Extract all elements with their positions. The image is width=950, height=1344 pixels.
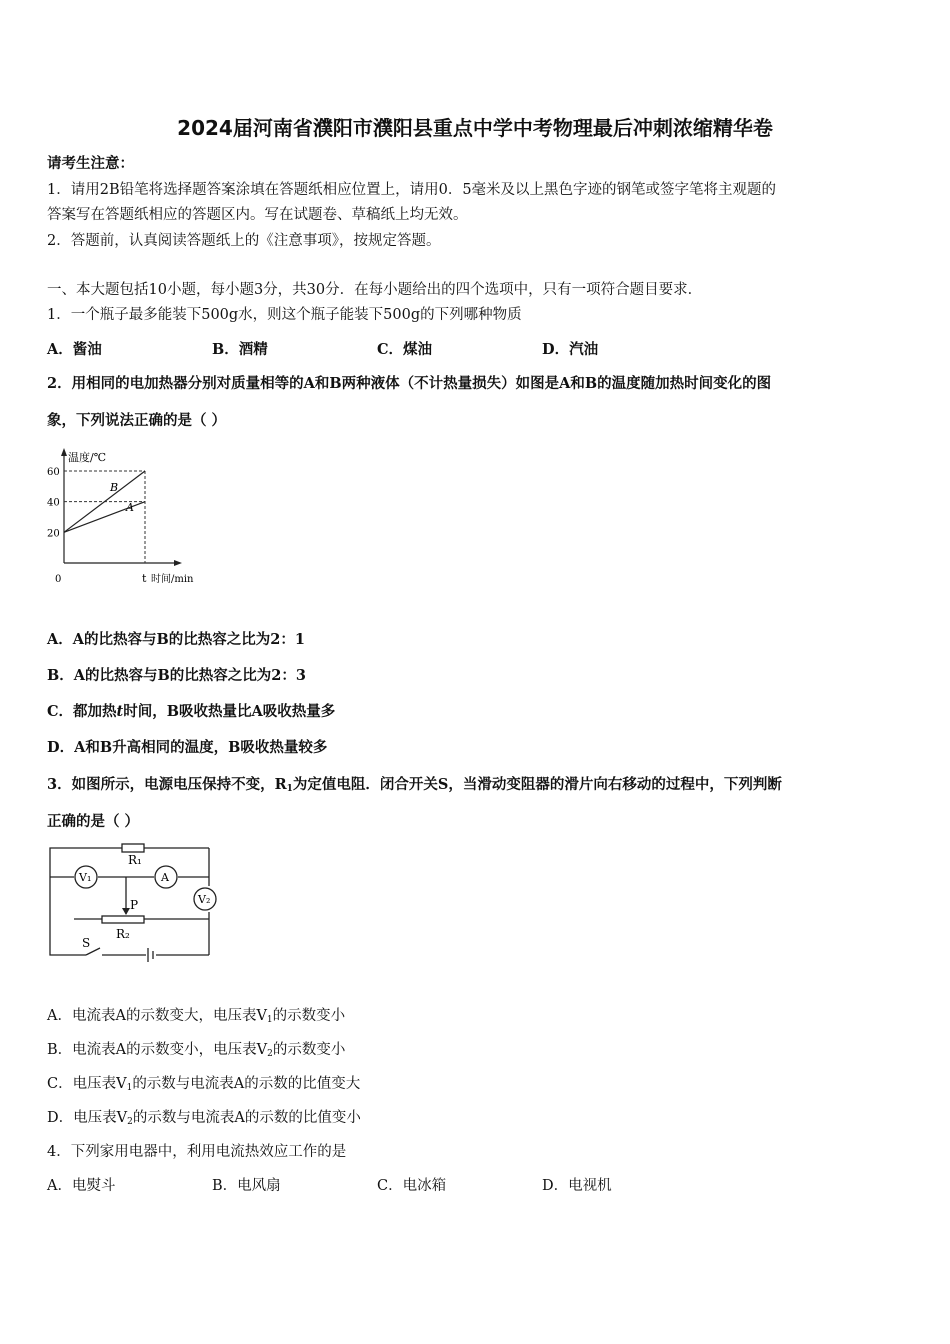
- question-1-stem: 1．一个瓶子最多能装下500g水，则这个瓶子能装下500g的下列哪种物质: [47, 307, 522, 323]
- q3-option-a: [47, 1004, 345, 1025]
- q2-option-a: A．A的比热容与B的比热容之比为2：1: [47, 631, 305, 648]
- q3-d-post: 的示数与电流表A的示数的比值变小: [132, 1110, 361, 1126]
- q3-stem-pre: 3．如图所示，电源电压保持不变，R: [47, 776, 287, 793]
- q3-d-pre: D．电压表V: [47, 1110, 128, 1126]
- q1-option-c: C．煤油: [377, 341, 433, 358]
- slider-arrow: [122, 908, 130, 915]
- q3-b-sub: 2: [267, 1049, 273, 1059]
- series-label-A: A: [126, 500, 134, 514]
- q2-option-c-post: 时间，B吸收热量比A吸收热量多: [123, 703, 336, 720]
- q4-option-b: B．电风扇: [212, 1178, 281, 1194]
- notice-line-2: 答案写在答题纸相应的答题区内。写在试题卷、草稿纸上均无效。: [47, 207, 468, 223]
- x-axis-arrow: [174, 560, 182, 566]
- y-tick-label-60: 60: [47, 467, 60, 478]
- q1-option-a: A．酱油: [47, 341, 102, 358]
- q3-stem-sub: 1: [286, 784, 293, 794]
- q3-d-sub: 2: [127, 1117, 133, 1127]
- series-label-B: B: [110, 480, 119, 494]
- q3-stem-post: 为定值电阻．闭合开关S，当滑动变阻器的滑片向右移动的过程中，下列判断: [292, 776, 782, 793]
- q2-option-c-pre: C．都加热: [47, 703, 117, 720]
- label-v1: V₁: [79, 871, 92, 884]
- q3-option-c: [47, 1072, 360, 1093]
- label-r1: R₁: [128, 853, 142, 867]
- q4-option-c: C．电冰箱: [377, 1178, 447, 1194]
- q1-option-b: B．酒精: [212, 341, 268, 358]
- notice-line-1: 1．请用2B铅笔将选择题答案涂填在答题纸相应位置上，请用0．5毫米及以上黑色字迹的钢笔或签字笔将主观题的: [47, 182, 777, 198]
- y-axis-arrow: [61, 448, 67, 456]
- question-2-stem-line-1: 2．用相同的电加热器分别对质量相等的A和B两种液体（不计热量损失）如图是A和B的温度随加热时间变化的图: [47, 375, 772, 392]
- label-p: P: [130, 898, 139, 912]
- resistor-r2: [102, 916, 144, 923]
- q3-c-post: 的示数与电流表A的示数的比值变大: [132, 1076, 361, 1092]
- circuit-diagram: [44, 842, 224, 967]
- q4-option-a: A．电熨斗: [47, 1178, 116, 1194]
- q3-c-pre: C．电压表V: [47, 1076, 127, 1092]
- question-3-stem-line-1: [47, 773, 782, 794]
- q2-option-d: D．A和B升高相同的温度，B吸收热量较多: [47, 739, 328, 756]
- q3-option-d: [47, 1106, 361, 1127]
- y-tick-label-20: 20: [47, 528, 60, 540]
- q2-option-c: [47, 700, 335, 721]
- label-s: S: [82, 936, 91, 950]
- label-a: A: [161, 871, 169, 884]
- temperature-time-chart: [40, 442, 230, 592]
- question-2-stem-line-2: 象，下列说法正确的是（ ）: [47, 412, 227, 429]
- q3-c-sub: 1: [126, 1083, 133, 1093]
- q3-a-pre: A．电流表A的示数变大，电压表V: [47, 1008, 267, 1024]
- notice-heading: 请考生注意：: [47, 155, 134, 172]
- q2-option-b: B．A的比热容与B的比热容之比为2：3: [47, 667, 306, 684]
- notice-line-3: 2．答题前，认真阅读答题纸上的《注意事项》，按规定答题。: [47, 233, 441, 249]
- x-axis-t-label: t: [142, 572, 147, 585]
- q3-b-post: 的示数变小: [272, 1042, 346, 1058]
- label-r2: R₂: [116, 927, 130, 941]
- origin-label: 0: [55, 574, 62, 585]
- y-tick-label-40: 40: [47, 497, 60, 509]
- question-3-stem-line-2: 正确的是（ ）: [47, 813, 140, 830]
- q4-option-d: D．电视机: [542, 1178, 612, 1194]
- q3-a-post: 的示数变小: [272, 1008, 346, 1024]
- q1-option-d: D．汽油: [542, 341, 599, 358]
- q3-b-pre: B．电流表A的示数变小，电压表V: [47, 1042, 268, 1058]
- question-4-stem: 4．下列家用电器中，利用电流热效应工作的是: [47, 1144, 347, 1160]
- y-axis-label: 温度/℃: [68, 451, 107, 464]
- q3-a-sub: 1: [266, 1015, 273, 1025]
- page-title: 2024届河南省濮阳市濮阳县重点中学中考物理最后冲刺浓缩精华卷: [177, 116, 773, 140]
- label-v2: V₂: [198, 893, 211, 906]
- section-heading: 一、本大题包括10小题，每小题3分，共30分．在每小题给出的四个选项中，只有一项符合题目要求．: [47, 282, 703, 298]
- resistor-r1: [122, 844, 144, 852]
- q2-option-c-t: t: [116, 703, 124, 720]
- q3-option-b: [47, 1038, 345, 1059]
- x-axis-label: 时间/min: [151, 574, 194, 585]
